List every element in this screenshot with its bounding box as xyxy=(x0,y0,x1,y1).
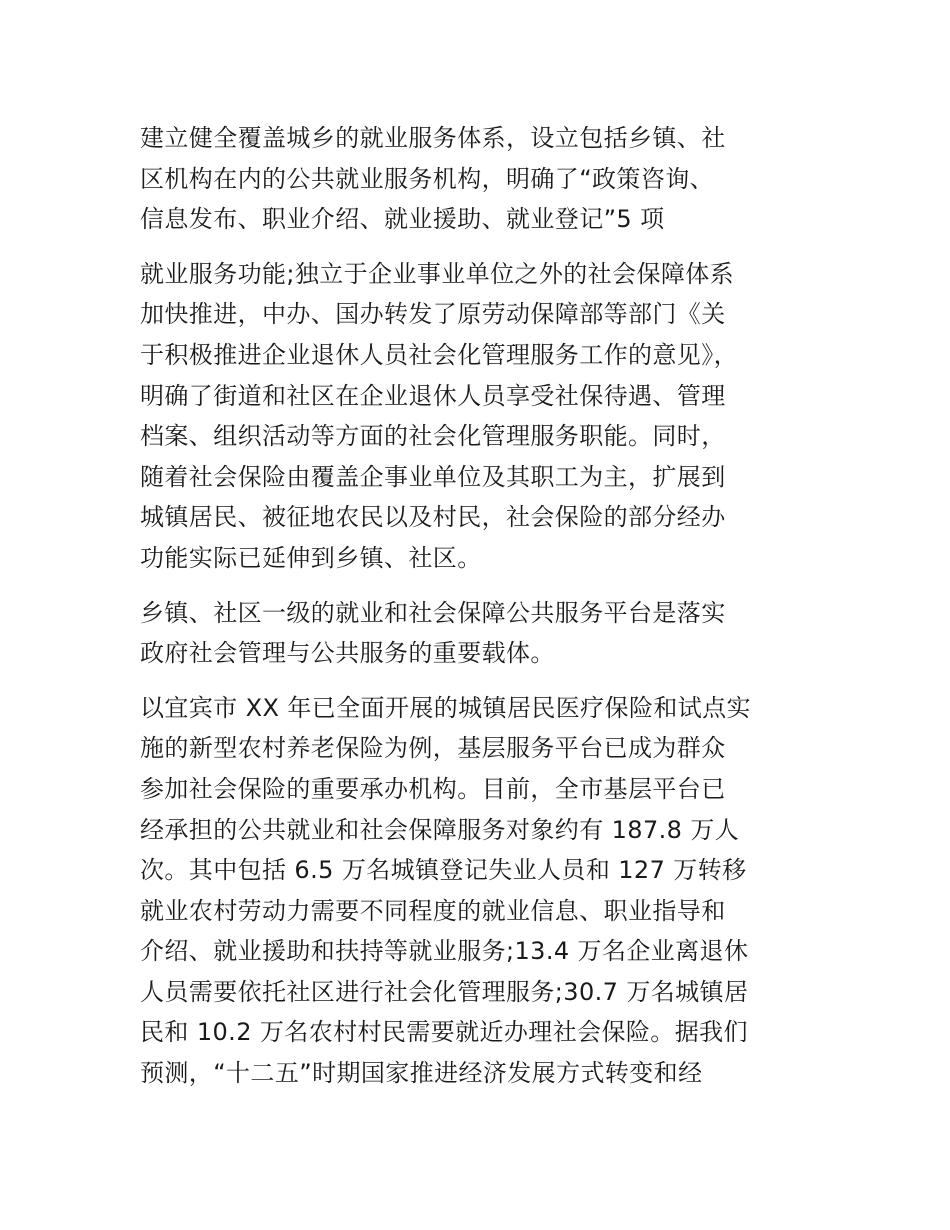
text-line: 于积极推进企业退休人员社会化管理服务工作的意见》， xyxy=(140,340,738,369)
text-line: 信息发布、职业介绍、就业援助、就业登记”5 项 xyxy=(140,205,665,234)
text-line: 参加社会保险的重要承办机构。目前，全市基层平台已 xyxy=(140,774,726,803)
text-line: 预测，“十二五”时期国家推进经济发展方式转变和经 xyxy=(140,1059,703,1088)
text-line: 次。其中包括 6.5 万名城镇登记失业人员和 127 万转移 xyxy=(140,856,747,885)
text-line: 以宜宾市 XX 年已全面开展的城镇居民医疗保险和试点实 xyxy=(140,693,751,722)
text-line: 政府社会管理与公共服务的重要载体。 xyxy=(140,639,555,668)
paragraph-1 xyxy=(140,118,812,240)
document-body xyxy=(140,118,812,1094)
text-line: 建立健全覆盖城乡的就业服务体系，设立包括乡镇、社 xyxy=(140,124,726,152)
text-line: 明确了街道和社区在企业退休人员享受社保待遇、管理 xyxy=(140,381,726,410)
text-line: 城镇居民、被征地农民以及村民，社会保险的部分经办 xyxy=(140,503,726,532)
paragraph-2 xyxy=(140,254,812,579)
text-line: 档案、组织活动等方面的社会化管理服务职能。同时， xyxy=(140,422,726,451)
text-line: 就业服务功能;独立于企业事业单位之外的社会保障体系 xyxy=(140,259,735,288)
paragraph-3 xyxy=(140,593,812,674)
text-line: 介绍、就业援助和扶持等就业服务;13.4 万名企业离退休 xyxy=(140,937,749,966)
text-line: 经承担的公共就业和社会保障服务对象约有 187.8 万人 xyxy=(140,815,740,844)
text-line: 功能实际已延伸到乡镇、社区。 xyxy=(140,543,482,572)
paragraph-gap xyxy=(140,579,812,593)
text-line: 随着社会保险由覆盖企事业单位及其职工为主，扩展到 xyxy=(140,462,726,491)
text-line: 人员需要依托社区进行社会化管理服务;30.7 万名城镇居 xyxy=(140,977,749,1006)
text-line: 区机构在内的公共就业服务机构，明确了“政策咨询、 xyxy=(140,164,715,193)
text-line: 施的新型农村养老保险为例，基层服务平台已成为群众 xyxy=(140,734,726,763)
paragraph-gap xyxy=(140,674,812,688)
text-line: 就业农村劳动力需要不同程度的就业信息、职业指导和 xyxy=(140,896,726,925)
text-line: 加快推进，中办、国办转发了原劳动保障部等部门《关 xyxy=(140,300,726,329)
text-line: 民和 10.2 万名农村村民需要就近办理社会保险。据我们 xyxy=(140,1018,748,1047)
paragraph-gap xyxy=(140,240,812,254)
text-line: 乡镇、社区一级的就业和社会保障公共服务平台是落实 xyxy=(140,598,726,627)
paragraph-4 xyxy=(140,688,812,1094)
